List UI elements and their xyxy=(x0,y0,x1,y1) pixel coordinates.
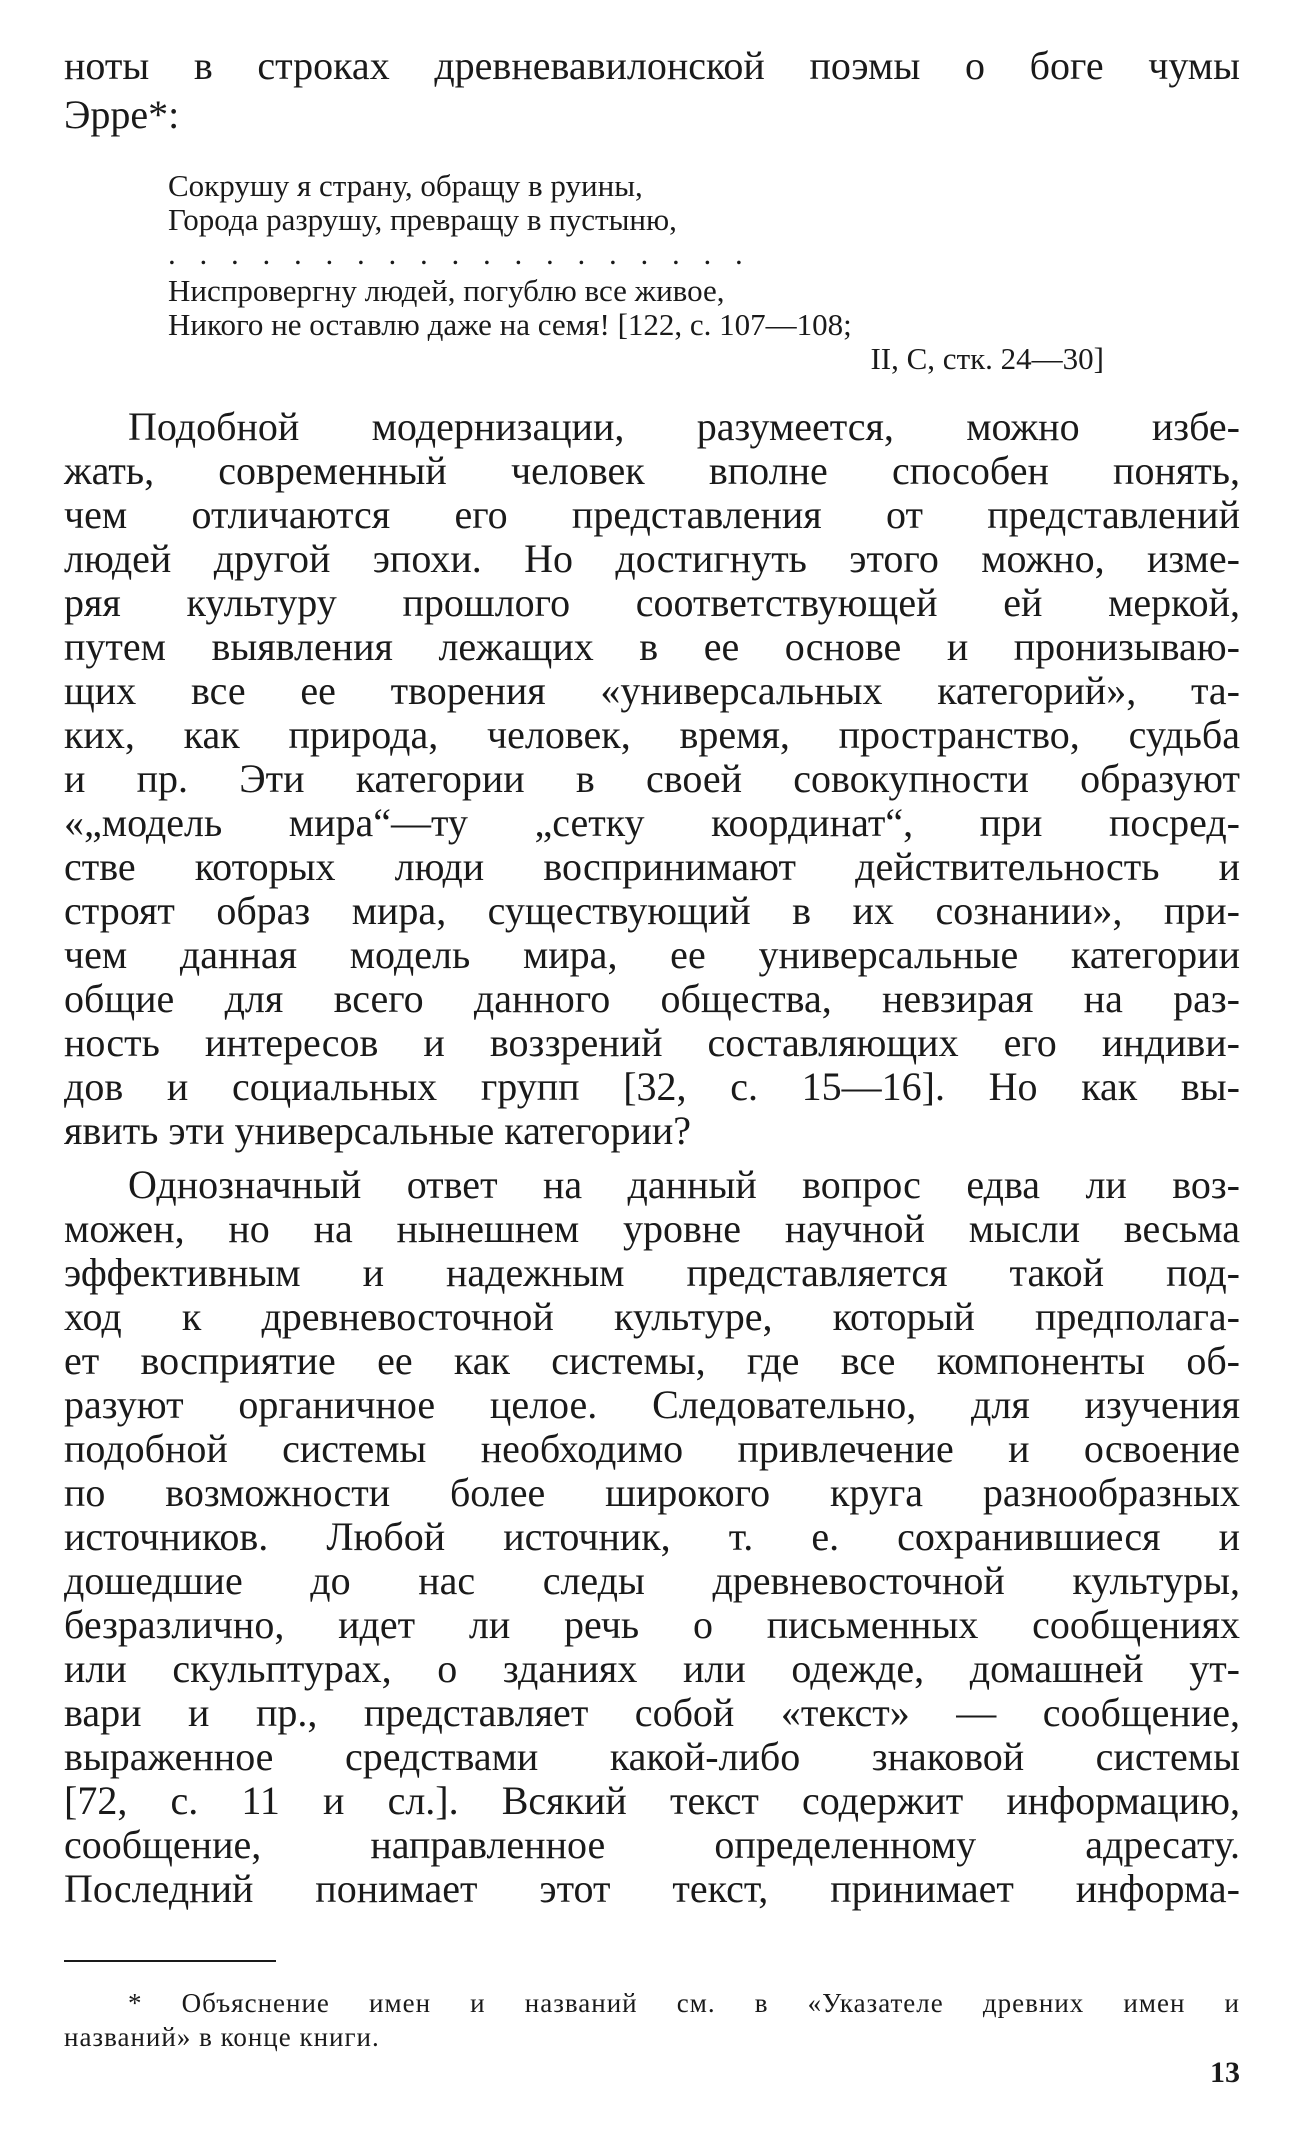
text-line: Подобной модернизации, разумеется, можно избе- xyxy=(128,404,1240,449)
text-line: можен, но на нынешнем уровне научной мысли весьма xyxy=(64,1206,1240,1251)
text-line: путем выявления лежащих в ее основе и пронизываю- xyxy=(64,624,1240,669)
text-line: явить эти универсальные категории? xyxy=(64,1108,692,1153)
text-line: или скульптурах, о зданиях или одежде, домашней ут- xyxy=(64,1646,1240,1691)
poem-line: Никого не оставлю даже на семя! [122, с. 107—108; xyxy=(168,307,852,342)
footnote-line: названий» в конце книги. xyxy=(64,2022,380,2052)
text-line: щих все ее творения «универсальных категорий», та- xyxy=(64,668,1240,713)
text-line: ких, как природа, человек, время, пространство, судьба xyxy=(64,712,1240,757)
text-line: ность интересов и воззрений составляющих его индиви- xyxy=(64,1020,1240,1065)
text-line: безразлично, идет ли речь о письменных сообщениях xyxy=(64,1602,1240,1647)
text-line: строят образ мира, существующий в их сознании», при- xyxy=(64,888,1240,933)
text-line: людей другой эпохи. Но достигнуть этого можно, изме- xyxy=(64,536,1240,581)
text-line: Последний понимает этот текст, принимает информа- xyxy=(64,1866,1240,1911)
text-line: вари и пр., представляет собой «текст» — сообщение, xyxy=(64,1690,1240,1735)
text-line: общие для всего данного общества, невзирая на раз- xyxy=(64,976,1240,1021)
text-line: эффективным и надежным представляется такой под- xyxy=(64,1250,1240,1295)
text-line: разуют органичное целое. Следовательно, для изучения xyxy=(64,1382,1240,1427)
text-line: чем данная модель мира, ее универсальные категории xyxy=(64,932,1240,977)
text-line: Однозначный ответ на данный вопрос едва ли воз- xyxy=(128,1162,1240,1207)
text-line: ряя культуру прошлого соответствующей ей меркой, xyxy=(64,580,1240,625)
text-line: жать, современный человек вполне способен понять, xyxy=(64,448,1240,493)
text-line: «„модель мира“—ту „сетку координат“, при посред- xyxy=(64,800,1240,845)
footnote-divider xyxy=(64,1960,276,1962)
text-line: ход к древневосточной культуре, который предполага- xyxy=(64,1294,1240,1339)
poem-line: Сокрушу я страну, обращу в руины, xyxy=(168,168,643,203)
poem-line: Города разрушу, превращу в пустыню, xyxy=(168,202,677,237)
text-line: ноты в строках древневавилонской поэмы о боге чумы xyxy=(64,43,1240,88)
text-line: чем отличаются его представления от представлений xyxy=(64,492,1240,537)
footnote-line: * Объяснение имен и названий см. в «Указателе древних имен и xyxy=(128,1988,1240,2018)
page-number: 13 xyxy=(1210,2056,1240,2089)
text-line: по возможности более широкого круга разнообразных xyxy=(64,1470,1240,1515)
text-line: сообщение, направленное определенному адресату. xyxy=(64,1822,1240,1867)
poem-ellipsis: . . . . . . . . . . . . . . . . . . . xyxy=(168,236,751,271)
text-line: Эрре*: xyxy=(64,92,180,137)
poem-reference: II, C, стк. 24—30] xyxy=(870,341,1104,376)
poem-line: Ниспровергну людей, погублю все живое, xyxy=(168,273,725,308)
text-line: выраженное средствами какой-либо знаковой системы xyxy=(64,1734,1240,1779)
text-line: подобной системы необходимо привлечение и освоение xyxy=(64,1426,1240,1471)
text-line: ет восприятие ее как системы, где все компоненты об- xyxy=(64,1338,1240,1383)
text-line: источников. Любой источник, т. е. сохранившиеся и xyxy=(64,1514,1240,1559)
text-line: [72, с. 11 и сл.]. Всякий текст содержит информацию, xyxy=(64,1778,1240,1823)
text-line: стве которых люди воспринимают действительность и xyxy=(64,844,1240,889)
text-line: дов и социальных групп [32, с. 15—16]. Но как вы- xyxy=(64,1064,1240,1109)
text-line: и пр. Эти категории в своей совокупности образуют xyxy=(64,756,1240,801)
text-line: дошедшие до нас следы древневосточной культуры, xyxy=(64,1558,1240,1603)
